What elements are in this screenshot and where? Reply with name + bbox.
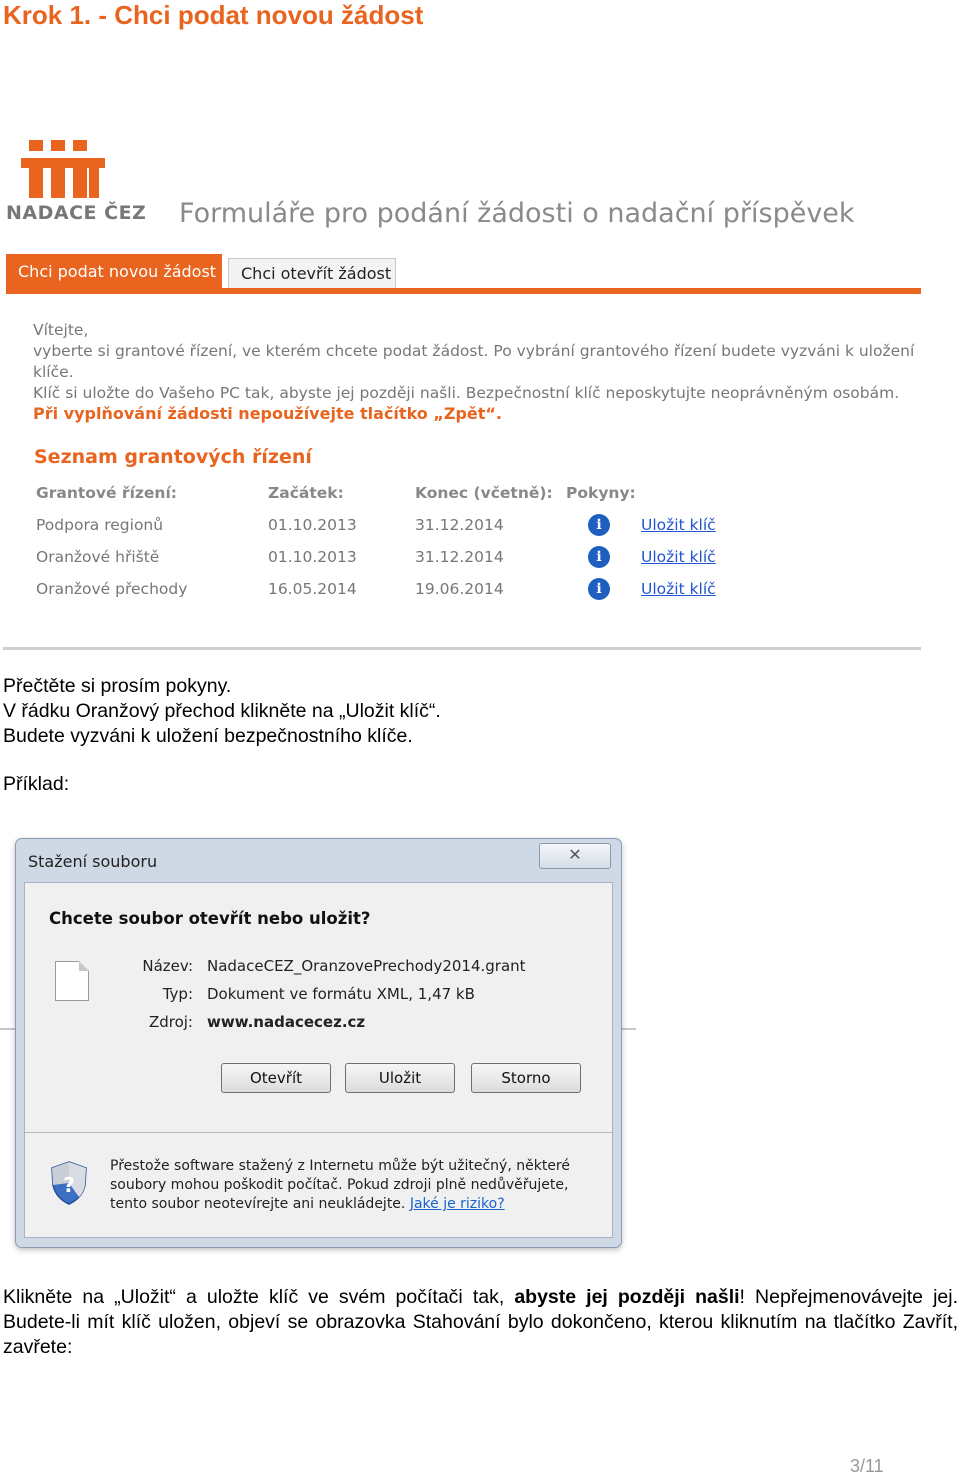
instructions <box>3 674 441 749</box>
security-text: Přestože software stažený z Internetu může být užitečný, některé soubory mohou poškodit počítač. Pokud zdroji plně nedůvěřujete, tento soubor neotevírejte ani neukládejte. <box>110 1158 570 1212</box>
example-label: Příklad: <box>3 773 70 795</box>
save-key-link[interactable]: Uložit klíč <box>641 516 716 534</box>
intro-text <box>33 320 918 404</box>
tab-bar-underline <box>6 288 921 294</box>
grant-name: Oranžové přechody <box>36 580 188 598</box>
instruction-line: Budete vyzváni k uložení bezpečnostního klíče. <box>3 725 413 747</box>
grant-start: 01.10.2013 <box>268 516 357 534</box>
portal-screenshot <box>3 130 921 650</box>
info-icon[interactable]: i <box>588 514 610 536</box>
instruction-line: Přečtěte si prosím pokyny. <box>3 675 232 697</box>
final-text-bold: abyste jej později našli <box>514 1286 740 1308</box>
page-heading: Krok 1. - Chci podat novou žádost <box>3 0 424 30</box>
col-header-end: Konec (včetně): <box>415 484 553 502</box>
nadace-cez-logo-icon <box>21 138 111 206</box>
grant-list-title: Seznam grantových řízení <box>34 446 312 468</box>
grant-start: 01.10.2013 <box>268 548 357 566</box>
save-button[interactable]: Uložit <box>345 1063 455 1093</box>
name-value: NadaceCEZ_OranzovePrechody2014.grant <box>207 957 526 975</box>
save-key-link[interactable]: Uložit klíč <box>641 548 716 566</box>
final-paragraph <box>3 1285 958 1360</box>
page-number: 3/11 <box>850 1456 884 1474</box>
col-header-start: Začátek: <box>268 484 344 502</box>
dialog-body <box>24 882 613 1238</box>
open-button[interactable]: Otevřít <box>221 1063 331 1093</box>
table-row <box>36 576 736 608</box>
file-download-dialog <box>15 838 622 1248</box>
final-text-part1: Klikněte na „Uložit“ a uložte klíč ve svém počítači tak, <box>3 1286 515 1308</box>
intro-line: vyberte si grantové řízení, ve kterém chcete podat žádost. Po vybrání grantového řízení budete vyzváni k uložení klíče. <box>33 342 915 381</box>
source-value: www.nadacecez.cz <box>207 1013 366 1031</box>
svg-text:?: ? <box>63 1173 75 1197</box>
intro-line: Vítejte, <box>33 321 89 339</box>
save-key-link[interactable]: Uložit klíč <box>641 580 716 598</box>
logo-text: NADACE ČEZ <box>6 202 147 224</box>
table-header <box>36 480 736 512</box>
grant-start: 16.05.2014 <box>268 580 357 598</box>
grant-end: 31.12.2014 <box>415 548 504 566</box>
dialog-question: Chcete soubor otevřít nebo uložit? <box>49 909 371 928</box>
type-value: Dokument ve formátu XML, 1,47 kB <box>207 985 475 1003</box>
tab-new-application[interactable]: Chci podat novou žádost <box>6 254 222 290</box>
col-header-instructions: Pokyny: <box>566 484 636 502</box>
back-button-warning: Při vyplňování žádosti nepoužívejte tlačítko „Zpět“. <box>33 404 502 423</box>
col-header-grant: Grantové řízení: <box>36 484 177 502</box>
grant-table <box>36 480 736 608</box>
security-warning <box>110 1157 590 1214</box>
source-label: Zdroj: <box>148 1013 193 1031</box>
security-shield-icon <box>50 1161 88 1205</box>
type-label: Typ: <box>162 985 193 1003</box>
risk-link[interactable]: Jaké je riziko? <box>409 1196 505 1212</box>
table-row <box>36 512 736 544</box>
grant-name: Podpora regionů <box>36 516 164 534</box>
close-button[interactable]: ✕ <box>539 843 611 869</box>
cancel-button[interactable]: Storno <box>471 1063 581 1093</box>
info-icon[interactable]: i <box>588 546 610 568</box>
info-icon[interactable]: i <box>588 578 610 600</box>
grant-end: 31.12.2014 <box>415 516 504 534</box>
tab-open-application[interactable]: Chci otevřít žádost <box>228 258 396 290</box>
grant-end: 19.06.2014 <box>415 580 504 598</box>
table-row <box>36 544 736 576</box>
dialog-title: Stažení souboru <box>28 852 158 871</box>
dialog-separator <box>25 1132 612 1133</box>
portal-title: Formuláře pro podání žádosti o nadační příspěvek <box>179 198 855 229</box>
instruction-line: V řádku Oranžový přechod klikněte na „Uložit klíč“. <box>3 700 441 722</box>
intro-line: Klíč si uložte do Vašeho PC tak, abyste jej později našli. Bezpečnostní klíč neposkytujte neoprávněným osobám. <box>33 384 900 402</box>
grant-name: Oranžové hřiště <box>36 548 160 566</box>
final-text-part2: ! Nepřejmenovávejte jej. Budete-li mít klíč uložen, objeví se obrazovka Stahování bylo dokončeno, kterou kliknutím na tlačítko Zavřít, zavřete: <box>3 1286 959 1358</box>
name-label: Název: <box>142 957 193 975</box>
